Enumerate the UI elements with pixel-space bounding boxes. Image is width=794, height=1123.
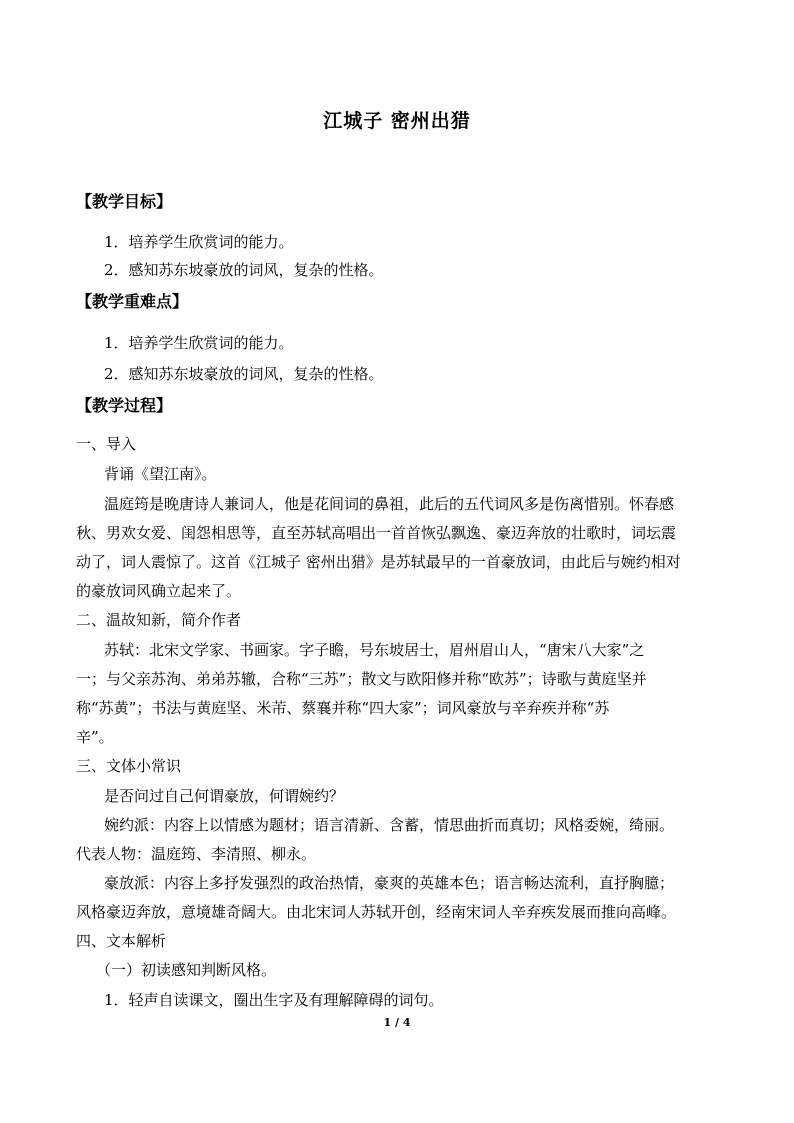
paragraph-line: 风格豪迈奔放，意境雄奇阔大。由北宋词人苏轼开创，经南宋词人辛弃疾发展而推向高峰。 xyxy=(76,903,677,921)
process-heading: 【教学过程】 xyxy=(76,396,173,415)
goals-item: 2．感知苏东坡豪放的词风，复杂的性格。 xyxy=(104,261,384,279)
paragraph-line: （一）初读感知判断风格。 xyxy=(96,961,277,979)
goals-heading: 【教学目标】 xyxy=(76,192,173,211)
section-heading: 一、导入 xyxy=(76,435,137,453)
paragraph-line: 辛”。 xyxy=(76,728,114,746)
document-title: 江城子 密州出猎 xyxy=(323,110,471,132)
paragraph-line: 1．轻声自读课文，圈出生字及有理解障碍的词句。 xyxy=(104,991,444,1009)
paragraph-line: 的豪放词风确立起来了。 xyxy=(76,582,242,600)
paragraph-line: 一；与父亲苏洵、弟弟苏辙，合称“三苏”；散文与欧阳修并称“欧苏”；诗歌与黄庭坚并 xyxy=(76,670,647,688)
paragraph-line: 动了，词人震惊了。这首《江城子 密州出猎》是苏轼最早的一首豪放词，由此后与婉约相对 xyxy=(76,553,681,571)
key-points-item: 1．培养学生欣赏词的能力。 xyxy=(104,334,294,352)
goals-item: 1．培养学生欣赏词的能力。 xyxy=(104,233,294,251)
paragraph-line: 温庭筠是晚唐诗人兼词人，他是花间词的鼻祖，此后的五代词风多是伤离惜别。怀春感 xyxy=(104,495,675,513)
paragraph-line: 豪放派：内容上多抒发强烈的政治热情，豪爽的英雄本色；语言畅达流利，直抒胸臆； xyxy=(104,874,675,892)
paragraph-line: 婉约派：内容上以情感为题材；语言清新、含蓄，情思曲折而真切；风格委婉，绮丽。 xyxy=(104,816,675,834)
section-heading: 四、文本解析 xyxy=(76,932,167,950)
paragraph-line: 苏轼：北宋文学家、书画家。字子瞻，号东坡居士，眉州眉山人，“唐宋八大家”之 xyxy=(104,641,645,659)
key-points-heading: 【教学重难点】 xyxy=(76,292,189,311)
section-heading: 三、文体小常识 xyxy=(76,757,182,775)
paragraph-line: 背诵《望江南》。 xyxy=(104,465,217,483)
page-number: 1 / 4 xyxy=(383,1016,411,1029)
paragraph-line: 秋、男欢女爱、闺怨相思等，直至苏轼高唱出一首首恢弘飘逸、豪迈奔放的壮歌时，词坛震 xyxy=(76,524,677,542)
paragraph-line: 是否问过自己何谓豪放，何谓婉约？ xyxy=(104,787,345,805)
key-points-item: 2．感知苏东坡豪放的词风，复杂的性格。 xyxy=(104,365,384,383)
section-heading: 二、温故知新，简介作者 xyxy=(76,611,242,629)
paragraph-line: 称“苏黄”；书法与黄庭坚、米芾、蔡襄并称“四大家”；词风豪放与辛弃疾并称“苏 xyxy=(76,699,610,717)
paragraph-line: 代表人物：温庭筠、李清照、柳永。 xyxy=(76,845,317,863)
